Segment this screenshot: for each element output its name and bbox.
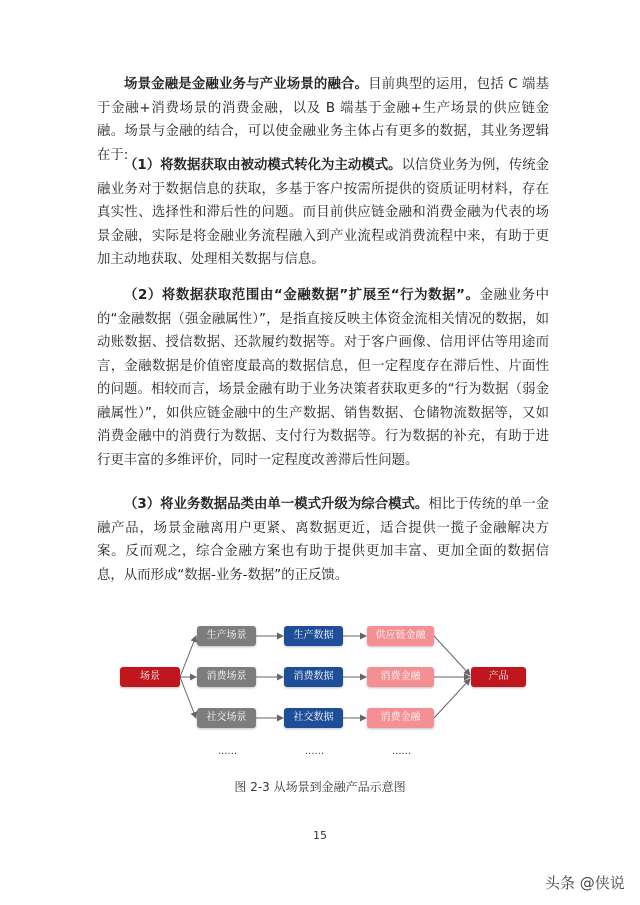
node-data-3: 社交数据: [284, 708, 343, 728]
node-scene-3: 社交场景: [197, 708, 256, 728]
intro-bold: 场景金融是金融业务与产业场景的融合。: [124, 77, 369, 92]
point-1-bold: （1）将数据获取由被动模式转化为主动模式。: [124, 158, 402, 173]
node-data-1: 生产数据: [284, 626, 343, 646]
paragraph-intro: [97, 73, 549, 167]
ellipsis-data: ......: [305, 746, 325, 757]
node-data-2: 消费数据: [284, 667, 343, 687]
node-scene-1: 生产场景: [197, 626, 256, 646]
ellipsis-scenes: ......: [218, 746, 238, 757]
page-number: 15: [313, 829, 327, 842]
point-1-text: 以信贷业务为例，传统金融业务对于数据信息的获取，多基于客户按需所提供的资质证明材料，存在真实性、选择性和滞后性的问题。而目前供应链金融和消费金融为代表的场景金融，实际是将金融业务流程融入到产业流程或消费流程中来，有助于更加主动地获取、处理相关数据与信息。: [97, 158, 549, 267]
watermark: 头条 @侠说: [545, 874, 625, 892]
edge-source-scene-3: [180, 677, 196, 718]
paragraph-point-1: [97, 154, 549, 272]
node-finance-3: 消费金融: [367, 708, 434, 728]
figure-caption: 图 2-3 从场景到金融产品示意图: [234, 780, 406, 794]
point-3-bold: （3）将业务数据品类由单一模式升级为综合模式。: [124, 497, 429, 512]
ellipsis-finance: ......: [392, 746, 412, 757]
node-scene-2: 消费场景: [197, 667, 256, 687]
point-2-text: 金融业务中的“金融数据（强金融属性）”，是指直接反映主体资金流相关情况的数据，如动账数据、授信数据、还款履约数据等。对于客户画像、信用评估等用途而言，金融数据是价值密度最高的数据信息，但一定程度存在滞后性、片面性的问题。相较而言，场景金融有助于业务决策者获取更多的“行为数据（弱金融属性）”，如供应链金融中的生产数据、销售数据、仓储物流数据等，又如消费金融中的消费行为数据、支付行为数据等。行为数据的补充，有助于进行更丰富的多维评价，同时一定程度改善滞后性问题。: [97, 288, 549, 468]
edge-finance-product-1: [434, 636, 470, 675]
intro-text: 目前典型的运用，包括 C 端基于金融+消费场景的消费金融，以及 B 端基于金融+生产场景的供应链金融。场景与金融的结合，可以使金融业务主体占有更多的数据，其业务逻辑在于:: [97, 77, 549, 163]
paragraph-point-3: [97, 493, 549, 587]
edge-source-scene-1: [180, 636, 196, 677]
point-2-bold: （2）将数据获取范围由“金融数据”扩展至“行为数据”。: [124, 288, 480, 303]
node-finance-2: 消费金融: [367, 667, 434, 687]
point-3-text: 相比于传统的单一金融产品，场景金融离用户更紧、离数据更近，适合提供一揽子金融解决方案。反而观之，综合金融方案也有助于提供更加丰富、更加全面的数据信息，从而形成“数据-业务-数据”的正反馈。: [97, 497, 549, 583]
node-finance-1: 供应链金融: [367, 626, 434, 646]
edge-finance-product-3: [434, 679, 470, 718]
node-source: 场景: [120, 667, 180, 687]
paragraph-point-2: [97, 284, 549, 472]
node-target: 产品: [471, 667, 526, 687]
